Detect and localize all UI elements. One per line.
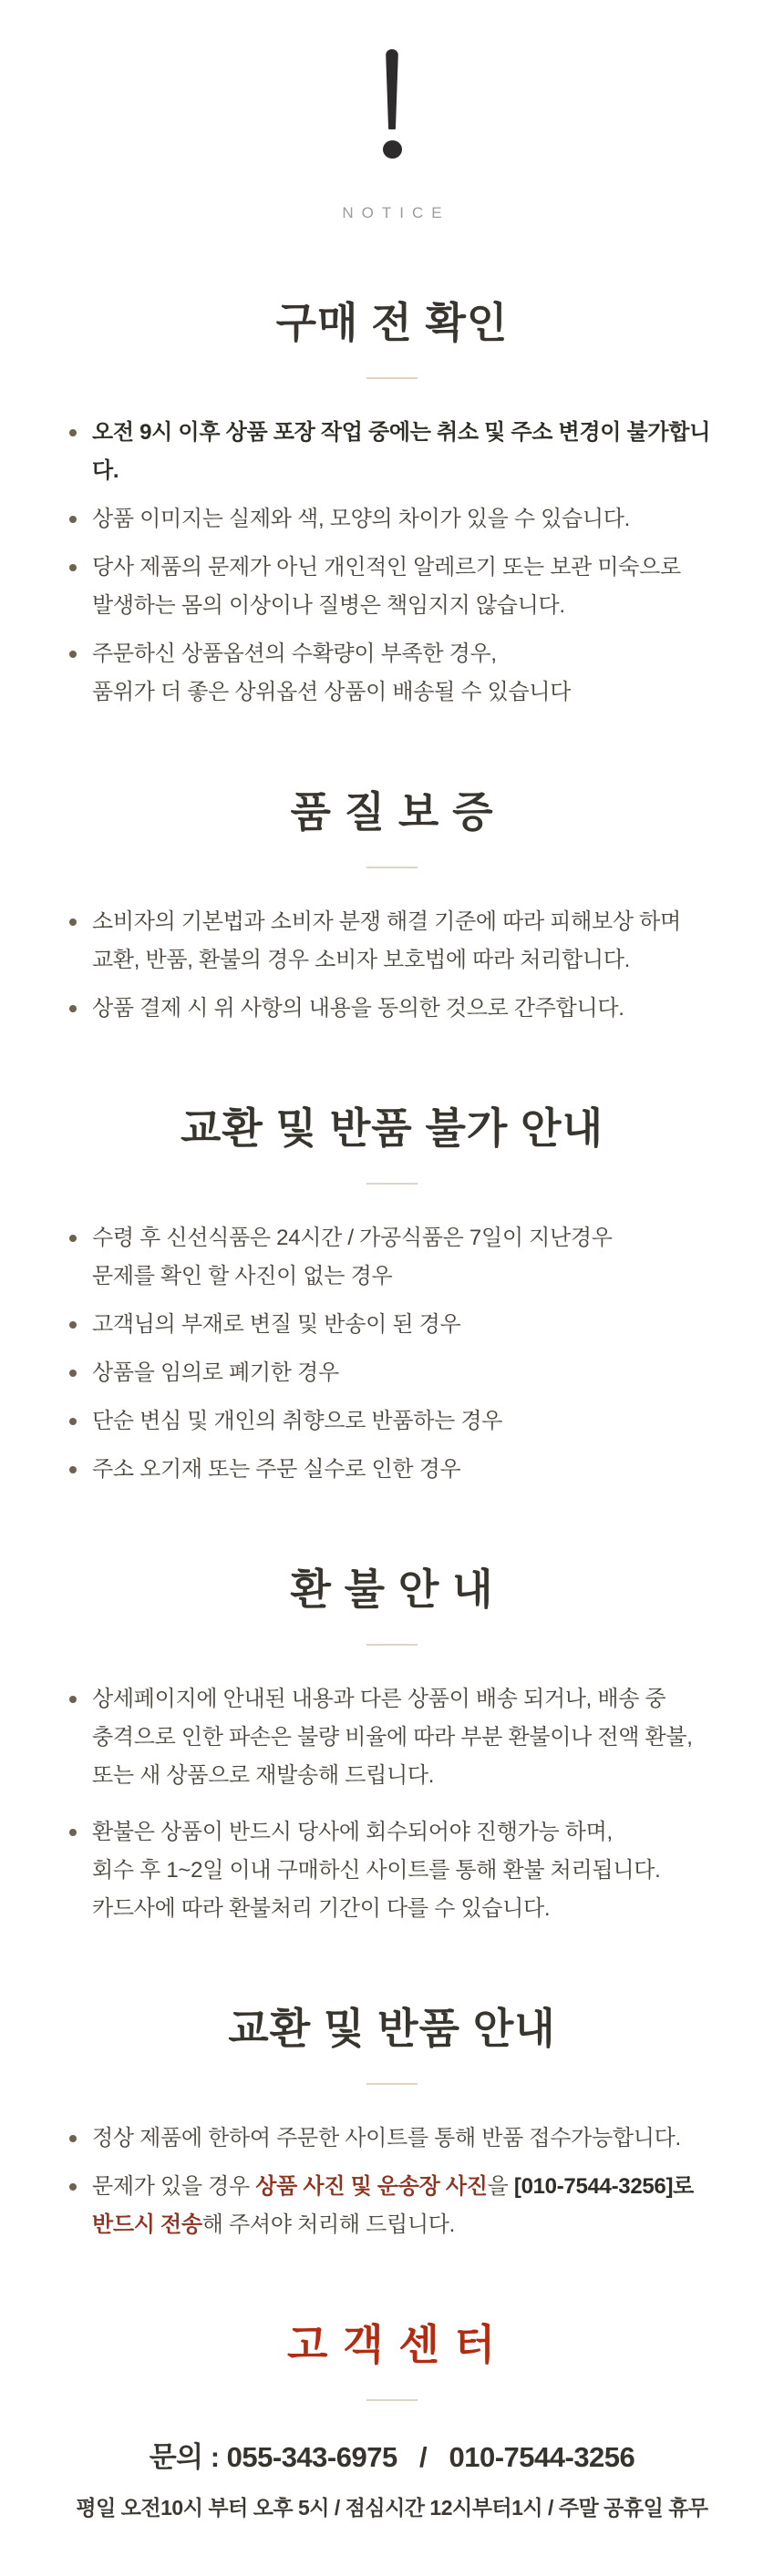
bullet-dot [69, 1321, 77, 1329]
text-segment: 을 [487, 2174, 514, 2199]
list-item-text: 또는 새 상품으로 재발송해 드립니다. [92, 1763, 435, 1788]
bullet-dot [69, 429, 77, 436]
section-divider [366, 1183, 418, 1185]
notice-label: NOTICE [342, 204, 450, 221]
list-item-text: 당사 제품의 문제가 아닌 개인적인 알레르기 또는 보관 미숙으로 [92, 555, 681, 580]
section-title-refund: 환 불 안 내 [290, 1565, 494, 1613]
customer-phone-numbers: 문의 : 055-343-6975 / 010-7544-3256 [149, 2441, 635, 2473]
section-exchange-info [0, 1996, 784, 2244]
bullet-dot [69, 919, 77, 926]
bullet-dot [69, 2135, 77, 2142]
list-item [69, 1219, 715, 1296]
section-purchase-check [0, 290, 784, 712]
exchange-info-list [69, 2119, 715, 2244]
list-item [69, 1402, 715, 1441]
bullet-dot [69, 2183, 77, 2191]
list-item [69, 1451, 715, 1489]
no-exchange-list [69, 1219, 715, 1489]
list-item [69, 903, 715, 980]
section-title-quality: 품 질 보 증 [290, 788, 494, 836]
list-item [69, 2119, 715, 2158]
list-item [69, 1680, 715, 1795]
list-item [69, 2168, 715, 2244]
list-item-text: 품위가 더 좋은 상위옵션 상품이 배송될 수 있습니다 [92, 680, 572, 704]
exclamation-dot [383, 140, 402, 159]
list-item-text: 소비자의 기본법과 소비자 분쟁 해결 기준에 따라 피해보상 하며 [92, 909, 681, 934]
list-item-text: 상품 이미지는 실제와 색, 모양의 차이가 있을 수 있습니다. [92, 507, 631, 531]
bullet-dot [69, 516, 77, 523]
text-segment: 문제가 있을 경우 [92, 2174, 256, 2199]
exclamation-bar [386, 49, 398, 129]
bullet-dot [69, 1829, 77, 1836]
customer-center-title: 고 객 센 터 [286, 2321, 498, 2368]
list-item [69, 1354, 715, 1392]
section-no-exchange [0, 1095, 784, 1489]
list-item-text: 카드사에 따라 환불처리 기간이 다를 수 있습니다. [92, 1896, 551, 1921]
section-divider [366, 2399, 418, 2401]
bullet-dot [69, 1005, 77, 1012]
list-item-text: 단순 변심 및 개인의 취향으로 반품하는 경우 [92, 1409, 503, 1433]
list-item-text: 주문하신 상품옵션의 수확량이 부족한 경우, [92, 641, 497, 666]
list-item-text: 회수 후 1~2일 이내 구매하신 사이트를 통해 환불 처리됩니다. [92, 1858, 661, 1883]
bullet-dot [69, 651, 77, 658]
bullet-dot [69, 1696, 77, 1703]
quality-list [69, 903, 715, 1028]
list-item [69, 1813, 715, 1928]
list-item-text: 주소 오기재 또는 주문 실수로 인한 경우 [92, 1457, 461, 1482]
list-item [69, 549, 715, 625]
list-item-text: 문제를 확인 할 사진이 없는 경우 [92, 1264, 393, 1288]
bullet-dot [69, 1370, 77, 1377]
bullet-dot [69, 564, 77, 571]
section-divider [366, 867, 418, 868]
list-item-text: 수령 후 신선식품은 24시간 / 가공식품은 7일이 지난경우 [92, 1226, 613, 1250]
list-item-text: 환불은 상품이 반드시 당사에 회수되어야 진행가능 하며, [92, 1820, 613, 1844]
section-customer-center [0, 2312, 784, 2576]
list-item-text: 발생하는 몸의 이상이나 질병은 책임지지 않습니다. [92, 593, 565, 618]
section-title-no-exchange: 교환 및 반품 불가 안내 [180, 1104, 604, 1152]
phone-number-inline: [010-7544-3256]로 [513, 2174, 695, 2199]
list-item-text: 교환, 반품, 환불의 경우 소비자 보호법에 따라 처리합니다. [92, 948, 631, 972]
section-quality [0, 779, 784, 1028]
section-title-purchase: 구매 전 확인 [275, 299, 509, 346]
section-divider [366, 2083, 418, 2085]
list-item [69, 414, 715, 490]
list-item-text: 충격으로 인한 파손은 불량 비율에 따라 부분 환불이나 전액 환불, [92, 1725, 693, 1750]
list-item [69, 500, 715, 539]
bullet-dot [69, 1466, 77, 1473]
list-item [69, 990, 715, 1028]
bullet-dot [69, 1418, 77, 1425]
list-item-text: 오전 9시 이후 상품 포장 작업 중에는 취소 및 주소 변경이 불가합니다. [92, 420, 711, 483]
business-hours: 평일 오전10시 부터 오후 5시 / 점심시간 12시부터1시 / 주말 공휴일 휴무 [76, 2496, 708, 2520]
list-item-text: 상세페이지에 안내된 내용과 다른 상품이 배송 되거나, 배송 중 [92, 1687, 666, 1711]
section-divider [366, 377, 418, 379]
exclamation-icon [0, 49, 784, 159]
list-item-text [92, 2168, 694, 2206]
list-item [69, 635, 715, 712]
text-segment: 해 주셔야 처리해 드립니다. [201, 2212, 455, 2237]
list-item-text: 고객님의 부재로 변질 및 반송이 된 경우 [92, 1312, 461, 1337]
bullet-dot [69, 1235, 77, 1242]
highlighted-text: 상품 사진 및 운송장 사진 [255, 2174, 488, 2199]
purchase-check-list [69, 414, 715, 712]
list-item-text: 상품을 임의로 폐기한 경우 [92, 1360, 339, 1385]
section-divider [366, 1644, 418, 1646]
refund-list [69, 1680, 715, 1928]
section-title-exchange-info: 교환 및 반품 안내 [228, 2005, 556, 2052]
list-item [69, 1306, 715, 1344]
list-item-text [92, 2206, 694, 2244]
list-item-text: 정상 제품에 한하여 주문한 사이트를 통해 반품 접수가능합니다. [92, 2126, 681, 2150]
highlighted-text: 반드시 전송 [92, 2212, 202, 2237]
section-refund [0, 1556, 784, 1928]
list-item-text: 상품 결제 시 위 사항의 내용을 동의한 것으로 간주합니다. [92, 996, 624, 1021]
